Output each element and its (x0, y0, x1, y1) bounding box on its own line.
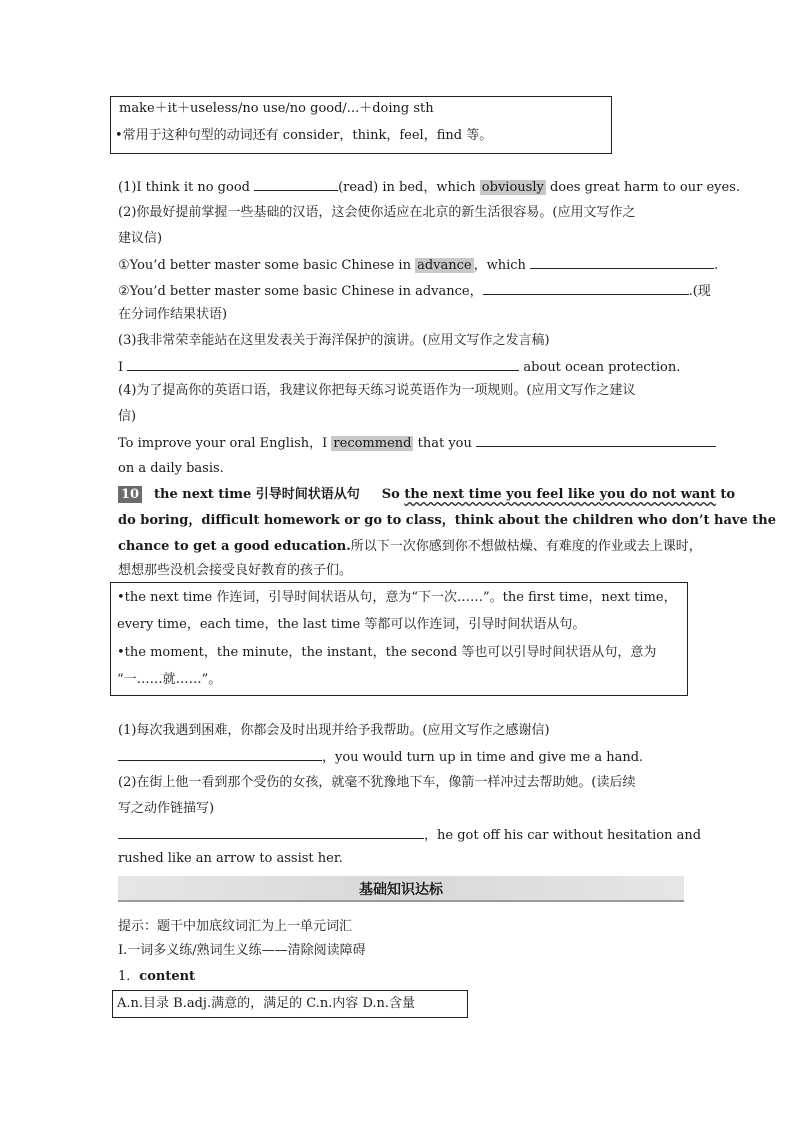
options-box (112, 990, 468, 1018)
note-box-1 (110, 96, 612, 154)
shaded-word: obviously (481, 180, 544, 195)
note-box-2-line2: every time，each time，the last time 等都可以作连词，引导时间状语从句。 (117, 617, 586, 632)
section-10-heading: 10 the next time 引导时间状语从句 So the next time you feel like you do not want to (118, 486, 735, 504)
exercise-4-prompt: (4)为了提高你的英语口语，我建议你把每天练习说英语作为一项规则。(应用文写作之建议 (118, 383, 636, 398)
tip-text: 提示：题干中加底纹词汇为上一单元词汇 (118, 919, 353, 934)
answer-blank[interactable] (483, 282, 689, 295)
note-box-2-line4: “一……就……”。 (117, 672, 222, 687)
exercise-2-note: 在分词作结果状语) (118, 307, 228, 322)
exercise-2-option-2: ②You’d better master some basic Chinese in advance， .(现 (118, 284, 711, 299)
answer-blank[interactable] (127, 358, 519, 371)
section-title: 基础知识达标 (359, 882, 443, 898)
answer-blank[interactable] (476, 434, 716, 447)
exercise-10-1-prompt: (1)每次我遇到困难，你都会及时出现并给予我帮助。(应用文写作之感谢信) (118, 723, 550, 738)
exercise-3-line: I about ocean protection. (118, 360, 681, 375)
section-title-band (118, 876, 684, 902)
section-10-example-line3: chance to get a good education.所以下一次你感到你不想做枯燥、有难度的作业或去上课时， (118, 539, 702, 554)
part-1-heading: Ⅰ.一词多义练/熟词生义练——清除阅读障碍 (118, 943, 366, 958)
item-1-word: content (139, 969, 196, 984)
exercise-10-2-line-cont: rushed like an arrow to assist her. (118, 851, 343, 866)
item-1: 1．content (118, 969, 196, 984)
answer-blank[interactable] (118, 748, 322, 761)
exercise-10-2-line: ，he got off his car without hesitation and (118, 826, 701, 845)
exercise-10-2-prompt: (2)在街上他一看到那个受伤的女孩，就毫不犹豫地下车，像箭一样冲过去帮助她。(读后续 (118, 775, 636, 790)
wavy-underlined-clause: the next time you feel like you do not want (404, 487, 716, 502)
exercise-10-1-line: ，you would turn up in time and give me a hand. (118, 748, 643, 767)
exercise-2-prompt: (2)你最好提前掌握一些基础的汉语，这会使你适应在北京的新生活很容易。(应用文写作之 (118, 205, 636, 220)
shaded-word: advance (417, 258, 472, 273)
exercise-3-prompt: (3)我非常荣幸能站在这里发表关于海洋保护的演讲。(应用文写作之发言稿) (118, 333, 550, 348)
exercise-4-line-cont: on a daily basis. (118, 461, 224, 476)
exercise-4-line: To improve your oral English，I recommend that you (118, 434, 716, 453)
section-10-example-line2: do boring，difficult homework or go to class，think about the children who don’t have the (118, 513, 776, 528)
answer-blank[interactable] (254, 178, 338, 191)
answer-blank[interactable] (530, 256, 714, 269)
exercise-4-prompt-cont: 信) (118, 409, 137, 424)
section-10-translation: 想想那些没机会接受良好教育的孩子们。 (118, 563, 353, 578)
options-text: A.n.目录 B.adj.满意的，满足的 C.n.内容 D.n.含量 (117, 996, 416, 1011)
note-box-1-line2: •常用于这种句型的动词还有 consider，think，feel，find 等。 (115, 128, 493, 143)
note-box-2-line1: •the next time 作连词，引导时间状语从句，意为“下一次……”。the first time，next time， (117, 590, 677, 605)
shaded-word: recommend (333, 436, 412, 451)
note-box-1-line1: make＋it＋useless/no use/no good/...＋doing sth (119, 101, 434, 116)
exercise-2-option-1: ①You’d better master some basic Chinese in advance ，which . (118, 258, 719, 273)
exercise-2-prompt-cont: 建议信) (118, 231, 163, 246)
exercise-10-2-prompt-cont: 写之动作链描写) (118, 801, 215, 816)
exercise-1-line: (1)I think it no good (read) in bed，which obviously does great harm to our eyes. (118, 180, 741, 195)
note-box-2-line3: •the moment，the minute，the instant，the second 等也可以引导时间状语从句，意为 (117, 645, 657, 660)
answer-blank[interactable] (118, 826, 424, 839)
note-box-2 (110, 582, 688, 696)
section-number-badge: 10 (118, 486, 142, 503)
